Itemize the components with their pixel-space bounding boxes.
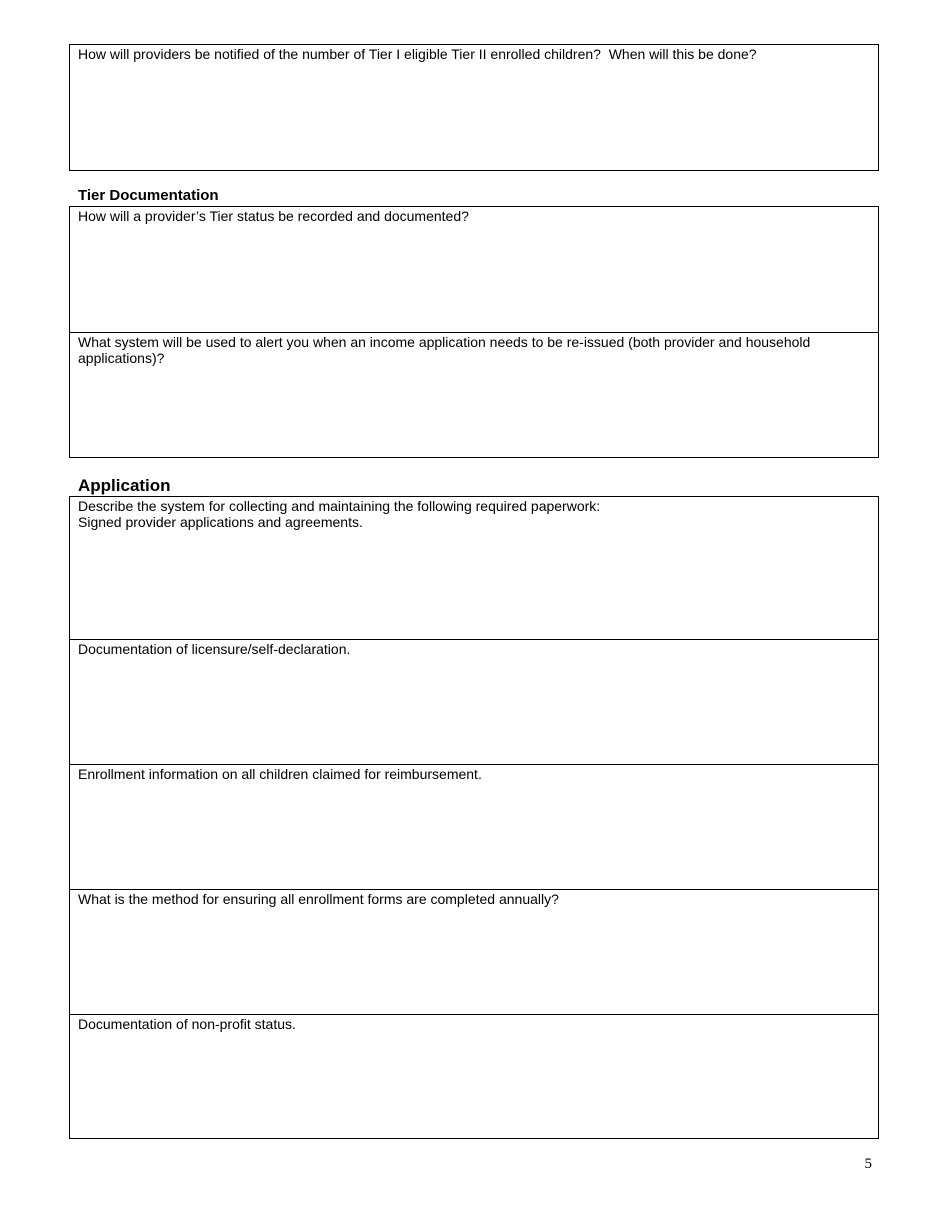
enrollment-info-question-text: Enrollment information on all children claimed for reimbursement. [78,766,482,782]
licensure-question-text: Documentation of licensure/self-declaration. [78,641,351,657]
non-profit-question-text: Documentation of non-profit status. [78,1016,296,1032]
application-heading: Application [78,476,171,495]
provider-applications-answer-cell[interactable] [70,497,878,639]
provider-applications-question-text: Signed provider applications and agreements. [78,514,363,530]
application-intro-text: Describe the system for collecting and maintaining the following required paperwork: [78,498,601,514]
non-profit-answer-cell[interactable] [70,1014,878,1138]
tier-documentation-box [69,206,879,458]
tier-status-answer-cell[interactable] [70,207,878,332]
enrollment-info-answer-cell[interactable] [70,764,878,889]
page-number: 5 [864,1156,872,1172]
notification-question-box [69,44,879,171]
tier-documentation-heading: Tier Documentation [78,187,219,204]
annual-enrollment-question-text: What is the method for ensuring all enrollment forms are completed annually? [78,891,559,907]
reissue-alert-answer-cell[interactable] [70,332,878,457]
licensure-answer-cell[interactable] [70,639,878,764]
reissue-alert-question-text: What system will be used to alert you when an income application needs to be re-issued (both provider and household applications)? [78,334,815,366]
application-box [69,496,879,1139]
notification-question-cell[interactable] [70,45,878,170]
annual-enrollment-answer-cell[interactable] [70,889,878,1014]
tier-status-question-text: How will a provider’s Tier status be recorded and documented? [78,208,469,224]
notification-question-text: How will providers be notified of the number of Tier I eligible Tier II enrolled children? When will this be done? [78,46,757,62]
